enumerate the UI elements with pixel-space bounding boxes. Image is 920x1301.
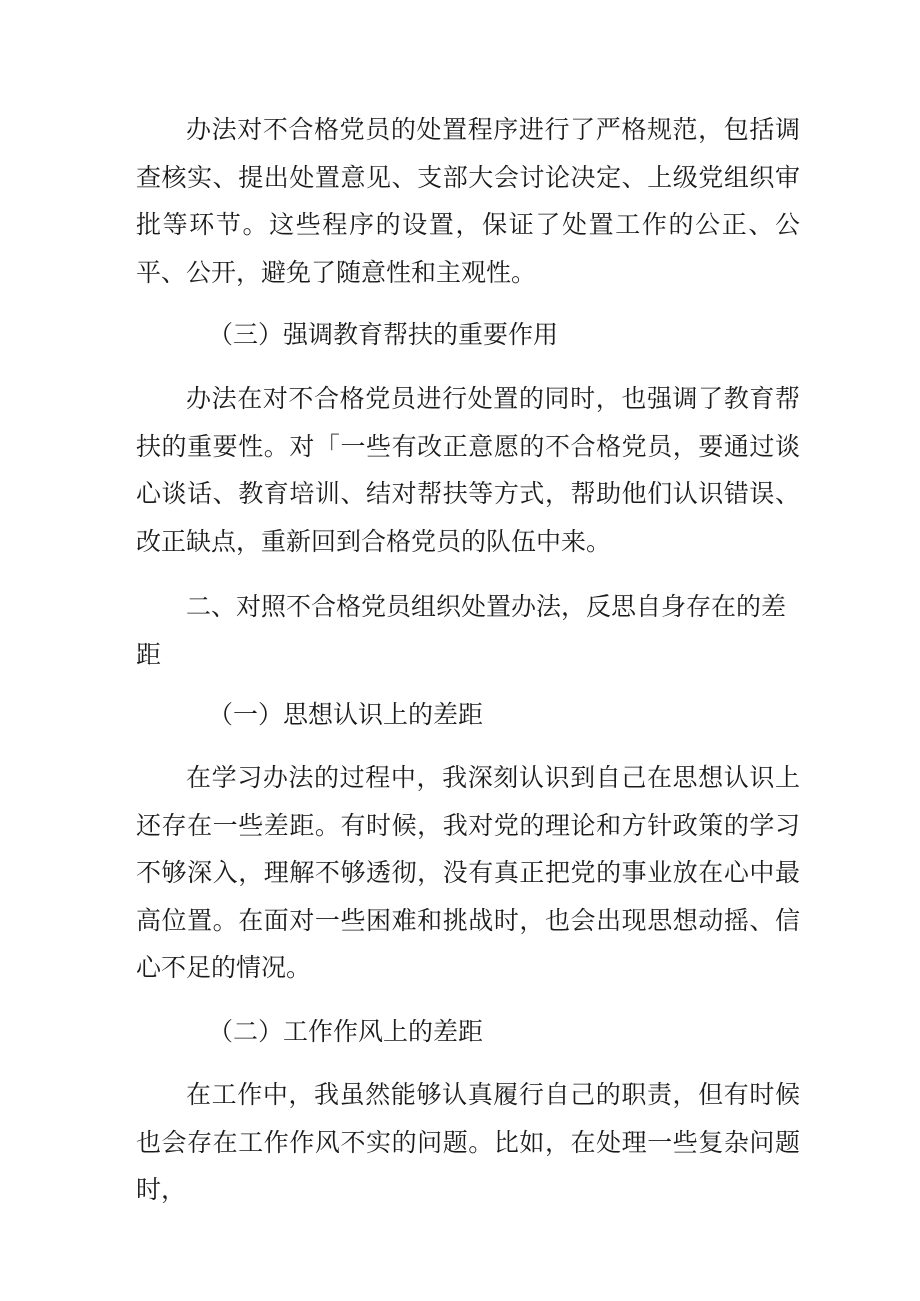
- subheading-ideological-gap: （一）思想认识上的差距: [208, 700, 484, 729]
- paragraph-procedure: 办法对不合格党员的处置程序进行了严格规范，包括调查核实、提出处置意见、支部大会讨论决定、上级党组织审批等环节。这些程序的设置，保证了处置工作的公正、公平、公开，避免了随意性和主观性。: [136, 115, 800, 287]
- paragraph-ideological-gap: 在学习办法的过程中，我深刻认识到自己在思想认识上还存在一些差距。有时候，我对党的理论和方针政策的学习不够深入，理解不够透彻，没有真正把党的事业放在心中最高位置。在面对一些困难和挑战时，也会出现思想动摇、信心不足的情况。: [136, 763, 800, 982]
- paragraph-education-support: 办法在对不合格党员进行处置的同时，也强调了教育帮扶的重要性。对「一些有改正意愿的不合格党员，要通过谈心谈话、教育培训、结对帮扶等方式，帮助他们认识错误、改正缺点，重新回到合格党员的队伍中来。: [136, 384, 800, 556]
- section-heading-reflection: 二、对照不合格党员组织处置办法，反思自身存在的差距: [136, 592, 787, 669]
- paragraph-work-style-gap: 在工作中，我虽然能够认真履行自己的职责，但有时候也会存在工作作风不实的问题。比如，在处理一些复杂问题时，: [136, 1080, 800, 1204]
- subheading-work-style-gap: （二）工作作风上的差距: [208, 1017, 484, 1046]
- subheading-education-support: （三）强调教育帮扶的重要作用: [208, 320, 559, 349]
